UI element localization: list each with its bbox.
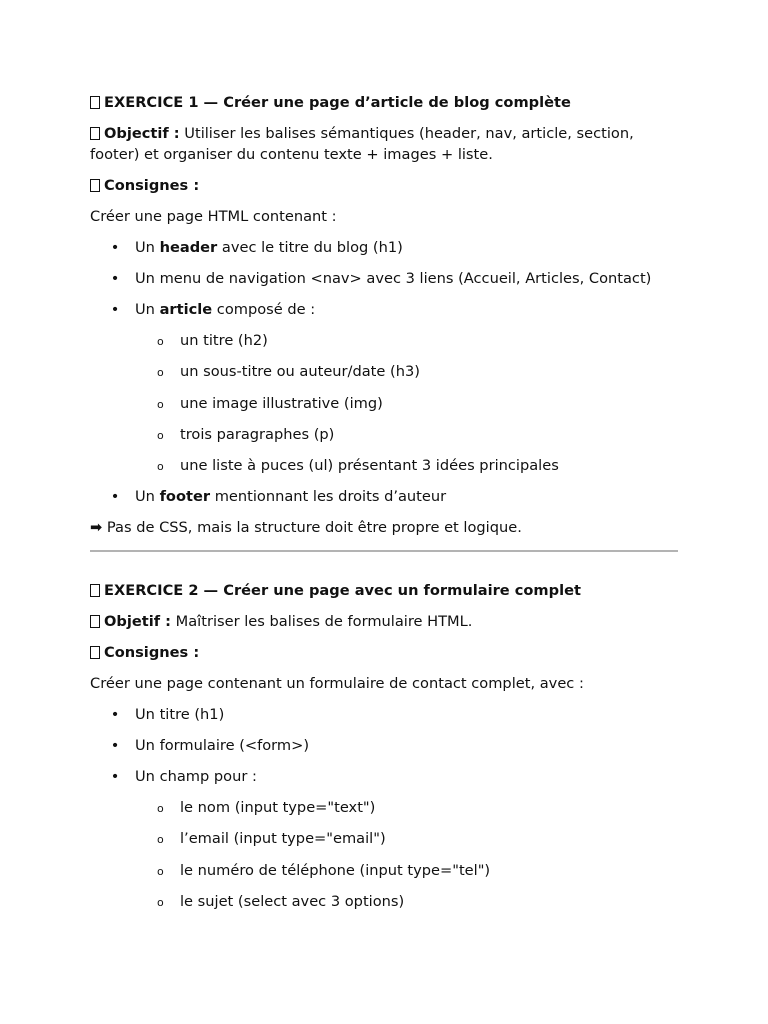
- exercise-1-list: [90, 237, 680, 507]
- sub-bullet-icon: o: [157, 460, 164, 474]
- arrow-right-icon: ➡: [90, 519, 103, 537]
- sub-list-item: o le sujet (select avec 3 options): [135, 891, 680, 912]
- form-fields-sublist: [135, 797, 680, 912]
- sub-bullet-icon: o: [157, 802, 164, 816]
- exercise-2-objective: Objetif : Maîtriser les balises de formulaire HTML.: [90, 611, 680, 632]
- sub-list-item: o l’email (input type="email"): [135, 828, 680, 849]
- bullet-icon: •: [110, 270, 120, 287]
- bullet-icon: •: [110, 239, 120, 256]
- sub-bullet-icon: o: [157, 397, 164, 411]
- emoji-placeholder-icon: [90, 584, 100, 597]
- exercise-2-list: [90, 704, 680, 912]
- list-item: • Un titre (h1): [110, 706, 225, 724]
- sub-list-item: o le nom (input type="text"): [135, 797, 680, 818]
- sub-bullet-icon: o: [157, 833, 164, 847]
- list-item: • Un menu de navigation <nav> avec 3 liens (Accueil, Articles, Contact): [110, 270, 652, 287]
- sub-bullet-icon: o: [157, 335, 164, 348]
- emoji-placeholder-icon: [90, 127, 100, 140]
- list-item: • Un footer mentionnant les droits d’auteur: [110, 488, 447, 506]
- exercise-2-consignes: Consignes :: [90, 642, 680, 663]
- exercise-2-title: EXERCICE 2 — Créer une page avec un formulaire complet: [90, 580, 680, 601]
- exercise-1-note: ➡ Pas de CSS, mais la structure doit être propre et logique.: [90, 519, 522, 537]
- emoji-placeholder-icon: [90, 646, 100, 659]
- list-item: • Un formulaire (<form>): [110, 737, 310, 755]
- emoji-placeholder-icon: [90, 615, 100, 628]
- sub-list-item: o un titre (h2): [135, 330, 680, 351]
- bullet-icon: •: [110, 768, 120, 786]
- sub-list-item: o le numéro de téléphone (input type="tel"): [135, 860, 680, 881]
- sub-bullet-icon: o: [157, 428, 164, 442]
- section-divider: [90, 550, 678, 552]
- sub-bullet-icon: o: [157, 896, 164, 910]
- exercise-2-intro: Créer une page contenant un formulaire de contact complet, avec :: [90, 675, 584, 693]
- exercise-1-title: EXERCICE 1 — Créer une page d’article de blog complète: [90, 92, 680, 113]
- emoji-placeholder-icon: [90, 179, 100, 192]
- sub-list-item: o une liste à puces (ul) présentant 3 idées principales: [135, 455, 680, 476]
- bullet-icon: •: [110, 301, 120, 318]
- exercise-1-consignes: Consignes :: [90, 175, 680, 196]
- bullet-icon: •: [110, 488, 120, 506]
- exercise-1-objective: Objectif : Utiliser les balises sémantiques (header, nav, article, section, footer) et organiser du contenu texte + images + liste.: [90, 125, 634, 163]
- bullet-icon: •: [110, 737, 120, 755]
- list-item: • Un champ pour : o le nom (input type="text") o l’email (input type="email") o le numéro de téléphone (input type="tel") o le sujet (select avec 3 options): [90, 766, 680, 912]
- list-item: • Un header avec le titre du blog (h1): [110, 239, 403, 256]
- sub-bullet-icon: o: [157, 864, 164, 878]
- sub-bullet-icon: o: [157, 366, 164, 380]
- emoji-placeholder-icon: [90, 96, 100, 109]
- bullet-icon: •: [110, 706, 120, 724]
- sub-list-item: o une image illustrative (img): [135, 393, 680, 414]
- article-sublist: [135, 330, 680, 476]
- sub-list-item: o un sous-titre ou auteur/date (h3): [135, 361, 680, 382]
- document-content: [90, 92, 680, 922]
- list-item: • Un article composé de : o un titre (h2) o un sous-titre ou auteur/date (h3) o une image illustrative (img) o trois paragraphes (p) o une liste à puces (ul) présentant 3 idées principales: [90, 299, 680, 476]
- sub-list-item: o trois paragraphes (p): [135, 424, 680, 445]
- exercise-1-intro: Créer une page HTML contenant :: [90, 208, 337, 225]
